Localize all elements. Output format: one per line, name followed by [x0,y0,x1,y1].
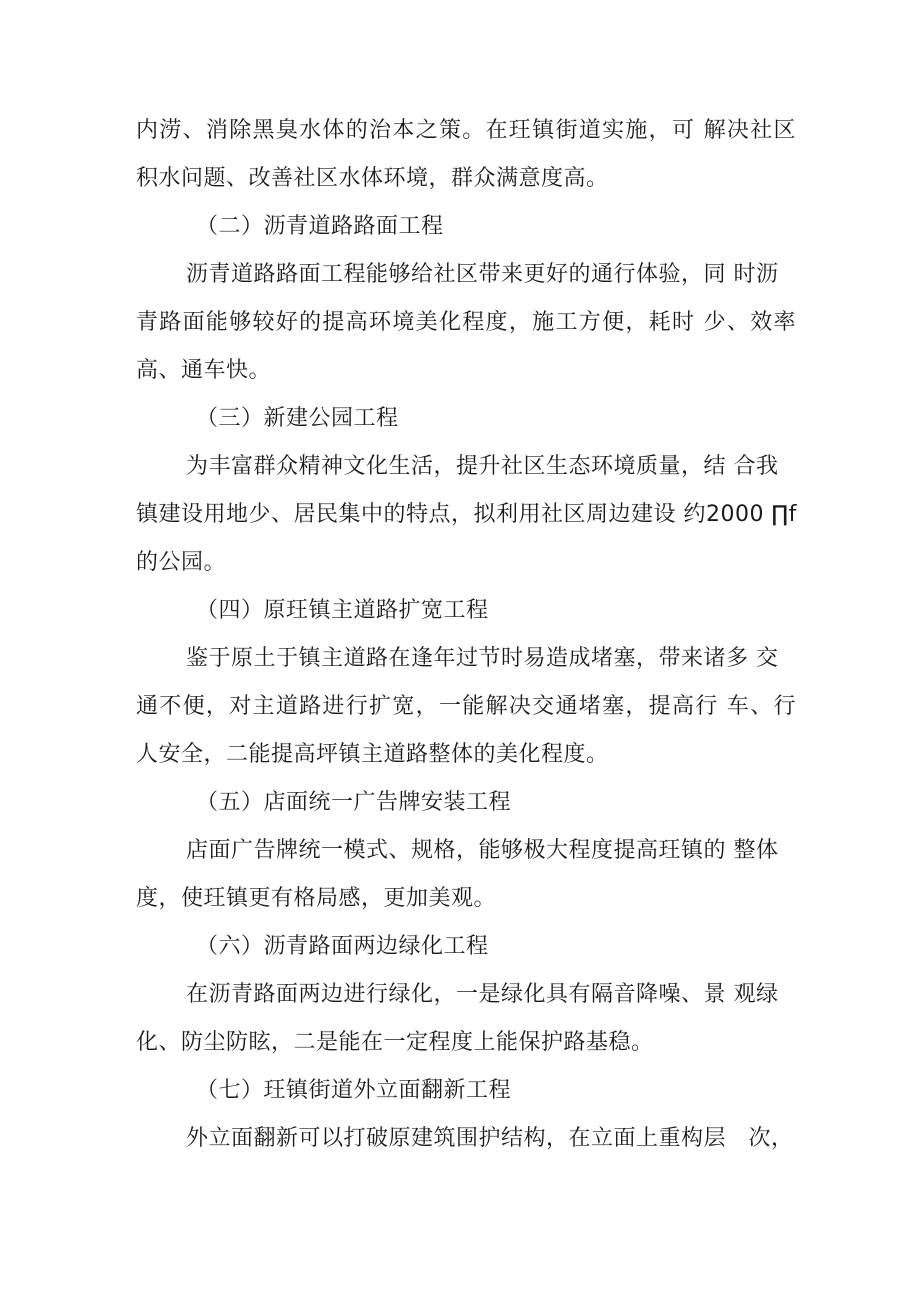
paragraph-line: 积水问题、改善社区水体环境，群众满意度高。 [136,166,609,191]
paragraph-line: 通不便，对主道路进行扩宽，一能解决交通堵塞，提高行 车、行 [136,694,796,719]
paragraph-line: 外立面翻新可以打破原建筑围护结构，在立面上重构层 次， [186,1126,794,1151]
section-heading: （七）玨镇街道外立面翻新工程 [196,1078,512,1103]
paragraph-line: 人安全，二能提高坪镇主道路整体的美化程度。 [136,742,609,767]
paragraph-line: 在沥青路面两边进行绿化，一是绿化具有隔音降噪、景 观绿 [186,982,779,1007]
paragraph-line: 店面广告牌统一模式、规格，能够极大程度提高玨镇的 整体 [186,838,779,863]
section-heading: （三）新建公园工程 [196,406,399,431]
paragraph-line: 的公园。 [136,550,227,575]
section-heading: （六）沥青路面两边绿化工程 [196,934,489,959]
paragraph-line: 为丰富群众精神文化生活，提升社区生态环境质量，结 合我 [186,454,779,479]
paragraph-line: 鉴于原土于镇主道路在逢年过节时易造成堵塞，带来诸多 交 [186,646,779,671]
paragraph-line: 镇建设用地少、居民集中的特点，拟利用社区周边建设 约2000 ∏f [136,502,797,527]
paragraph-line: 化、防尘防眩，二是能在一定程度上能保护路基稳。 [136,1030,654,1055]
paragraph-line: 内涝、消除黑臭水体的治本之策。在玨镇街道实施，可 解决社区 [136,118,796,143]
section-heading: （四）原玨镇主道路扩宽工程 [196,598,489,623]
section-heading: （二）沥青道路路面工程 [196,214,444,239]
paragraph-line: 青路面能够较好的提高环境美化程度，施工方便，耗时 少、效率 [136,310,796,335]
paragraph-line: 高、通车快。 [136,358,272,383]
section-heading: （五）店面统一广告牌安装工程 [196,790,512,815]
paragraph-line: 度，使玨镇更有格局感，更加美观。 [136,886,497,911]
paragraph-line: 沥青道路路面工程能够给社区带来更好的通行体验，同 时沥 [186,262,779,287]
